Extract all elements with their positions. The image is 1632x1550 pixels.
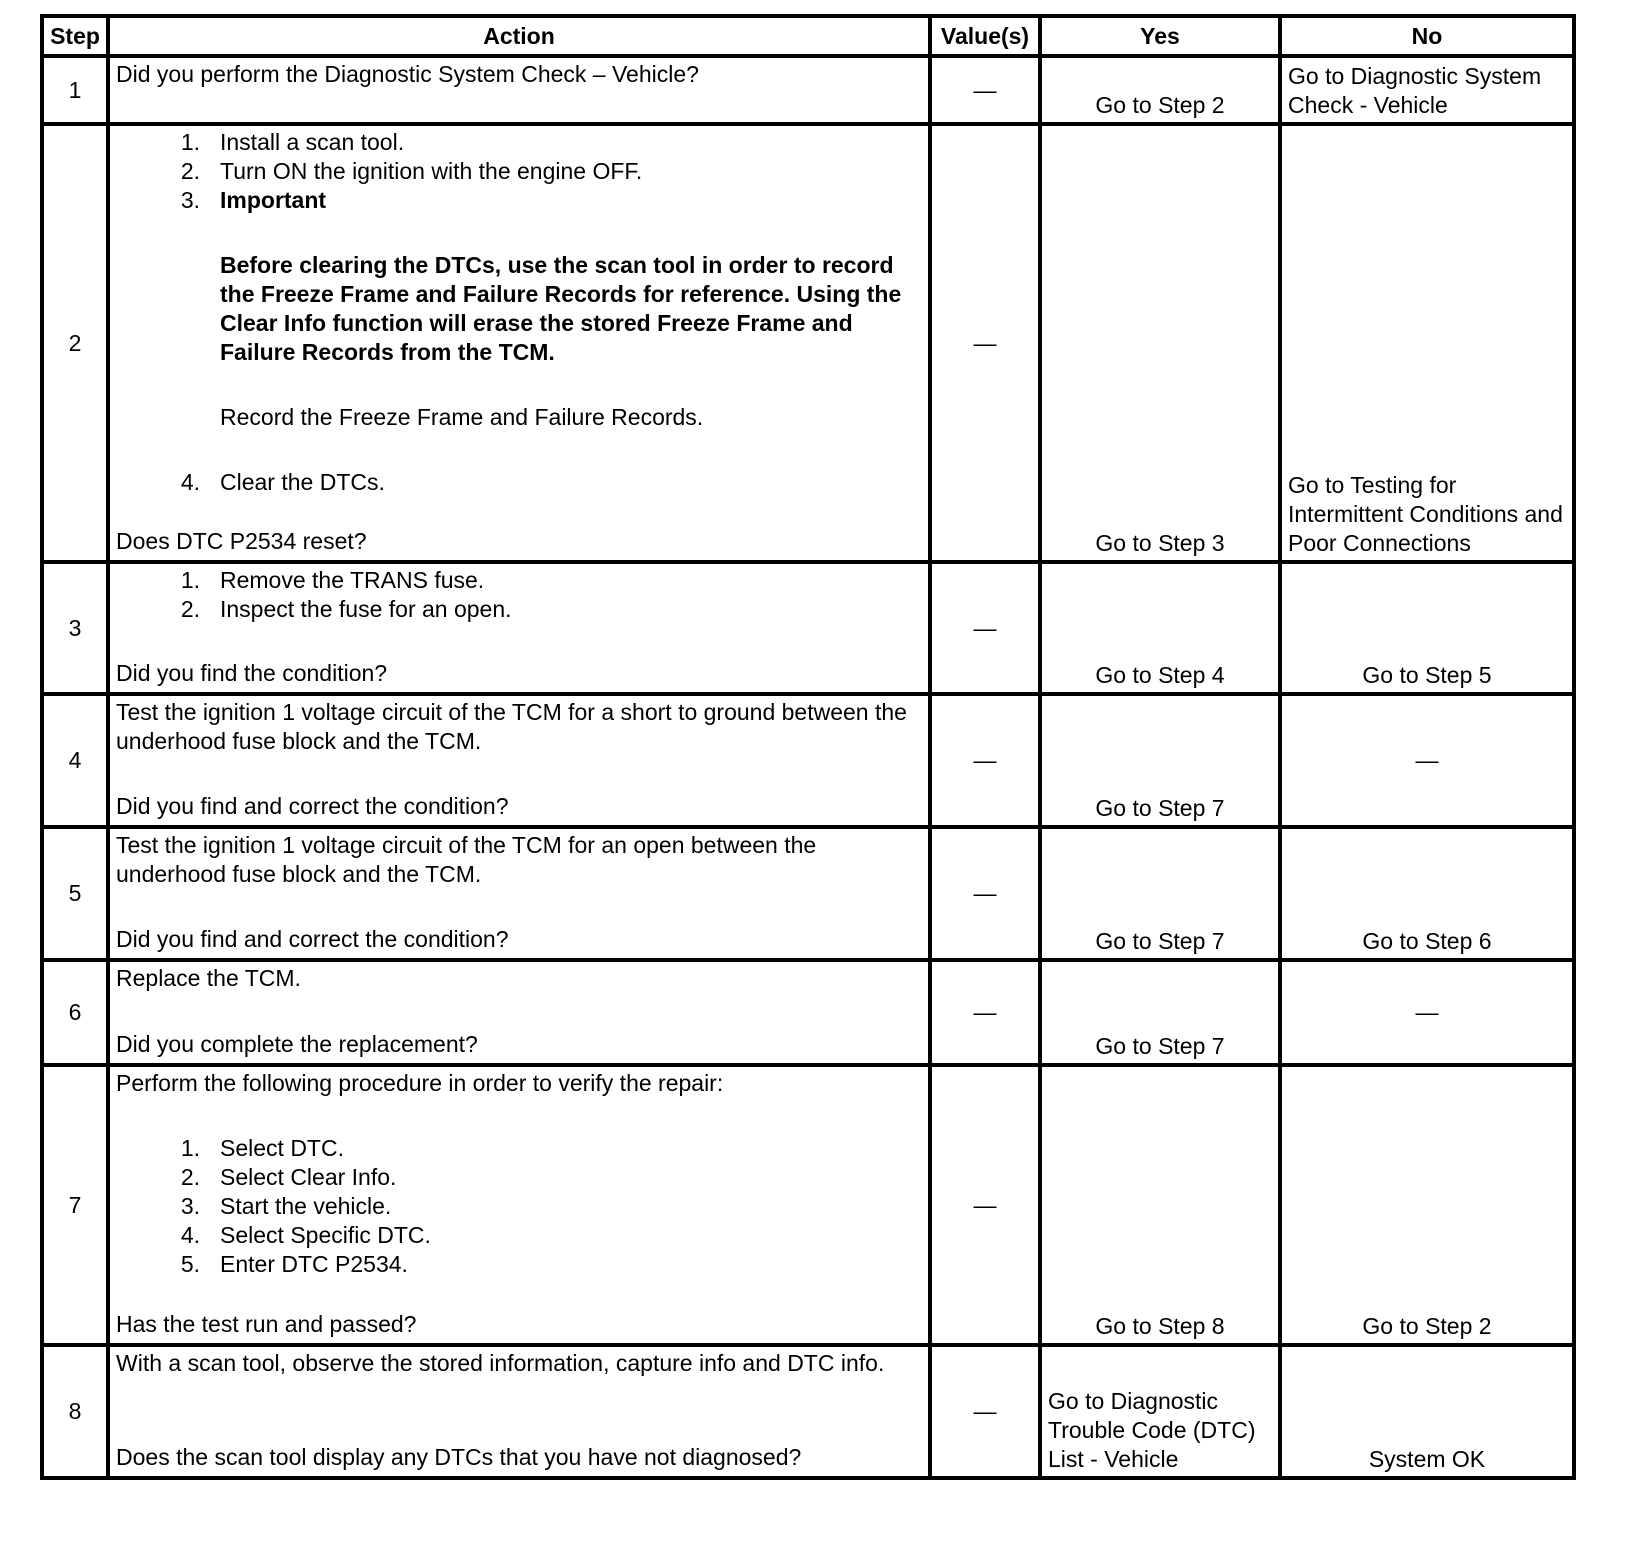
record-note: Record the Freeze Frame and Failure Records. [220,404,704,430]
step-number: 8 [42,1345,108,1478]
action-question: Did you perform the Diagnostic System Check – Vehicle? [116,61,699,87]
list-item: 4. Clear the DTCs. [180,469,385,495]
value-cell: — [930,124,1040,562]
important-note: Before clearing the DTCs, use the scan tool in order to record the Freeze Frame and Failure Records for reference. Using the Clear Info function will erase the stored Freeze Frame and Failure Records from the TCM. [220,252,902,365]
action-cell [108,960,930,1065]
list-item: 1. Remove the TRANS fuse. [180,567,485,593]
important-label: Important [220,187,327,213]
value-cell: — [930,827,1040,960]
header-yes: Yes [1040,16,1280,56]
step-number: 1 [42,56,108,124]
yes-cell: Go to Diagnostic Trouble Code (DTC) List - Vehicle [1040,1345,1280,1478]
list-item: 2. Inspect the fuse for an open. [180,596,512,622]
yes-cell: Go to Step 7 [1040,960,1280,1065]
list-item: 4. Select Specific DTC. [180,1222,431,1248]
action-intro: Test the ignition 1 voltage circuit of the TCM for a short to ground between the underhood fuse block and the TCM. [116,699,907,754]
action-steps [116,1134,922,1279]
table-row-step-1 [42,56,1574,124]
list-item: 5. Enter DTC P2534. [180,1251,408,1277]
table-row-step-2 [42,124,1574,562]
step-number: 4 [42,694,108,827]
header-row [42,16,1574,56]
yes-cell: Go to Step 4 [1040,562,1280,694]
table-row-step-8 [42,1345,1574,1478]
list-item: 3. Start the vehicle. [180,1193,392,1219]
no-cell: Go to Step 5 [1280,562,1574,694]
action-question: Does DTC P2534 reset? [116,528,367,554]
action-intro: With a scan tool, observe the stored information, capture info and DTC info. [116,1350,885,1376]
action-cell [108,694,930,827]
list-item: 2. Select Clear Info. [180,1164,397,1190]
diagnostic-table [40,14,1576,1480]
step-number: 6 [42,960,108,1065]
table-row-step-7 [42,1065,1574,1345]
action-cell [108,827,930,960]
header-action: Action [108,16,930,56]
list-item: 1. Install a scan tool. [180,129,405,155]
step-number: 3 [42,562,108,694]
header-step: Step [42,16,108,56]
step-number: 5 [42,827,108,960]
action-intro: Test the ignition 1 voltage circuit of the TCM for an open between the underhood fuse block and the TCM. [116,832,817,887]
list-item: 3. Important [116,186,922,215]
action-cell [108,562,930,694]
header-no: No [1280,16,1574,56]
no-cell: System OK [1280,1345,1574,1478]
yes-cell: Go to Step 8 [1040,1065,1280,1345]
no-cell: Go to Step 6 [1280,827,1574,960]
action-question: Did you find the condition? [116,660,388,686]
no-cell: Go to Step 2 [1280,1065,1574,1345]
yes-cell: Go to Step 7 [1040,694,1280,827]
value-cell: — [930,694,1040,827]
action-cell [108,124,930,562]
value-cell: — [930,56,1040,124]
yes-cell: Go to Step 3 [1040,124,1280,562]
value-cell: — [930,562,1040,694]
no-cell: — [1280,694,1574,827]
value-cell: — [930,960,1040,1065]
list-item: 2. Turn ON the ignition with the engine OFF. [180,158,643,184]
action-cell [108,1065,930,1345]
action-intro: Perform the following procedure in order to verify the repair: [116,1070,724,1096]
action-intro: Replace the TCM. [116,965,301,991]
action-cell [108,1345,930,1478]
value-cell: — [930,1345,1040,1478]
action-cell [108,56,930,124]
header-values: Value(s) [930,16,1040,56]
action-steps [116,468,922,497]
action-steps [116,128,922,215]
step-number: 7 [42,1065,108,1345]
value-cell: — [930,1065,1040,1345]
action-question: Did you find and correct the condition? [116,793,509,819]
no-cell: Go to Diagnostic System Check - Vehicle [1280,56,1574,124]
step-number: 2 [42,124,108,562]
table-row-step-3 [42,562,1574,694]
table-row-step-6 [42,960,1574,1065]
yes-cell: Go to Step 7 [1040,827,1280,960]
action-question: Did you find and correct the condition? [116,926,509,952]
no-cell: Go to Testing for Intermittent Conditions and Poor Connections [1280,124,1574,562]
table-row-step-4 [42,694,1574,827]
action-question: Does the scan tool display any DTCs that you have not diagnosed? [116,1444,802,1470]
list-item: 1. Select DTC. [180,1135,344,1161]
action-question: Has the test run and passed? [116,1311,417,1337]
yes-cell: Go to Step 2 [1040,56,1280,124]
no-cell: — [1280,960,1574,1065]
action-question: Did you complete the replacement? [116,1031,478,1057]
table-row-step-5 [42,827,1574,960]
action-steps [116,566,922,624]
